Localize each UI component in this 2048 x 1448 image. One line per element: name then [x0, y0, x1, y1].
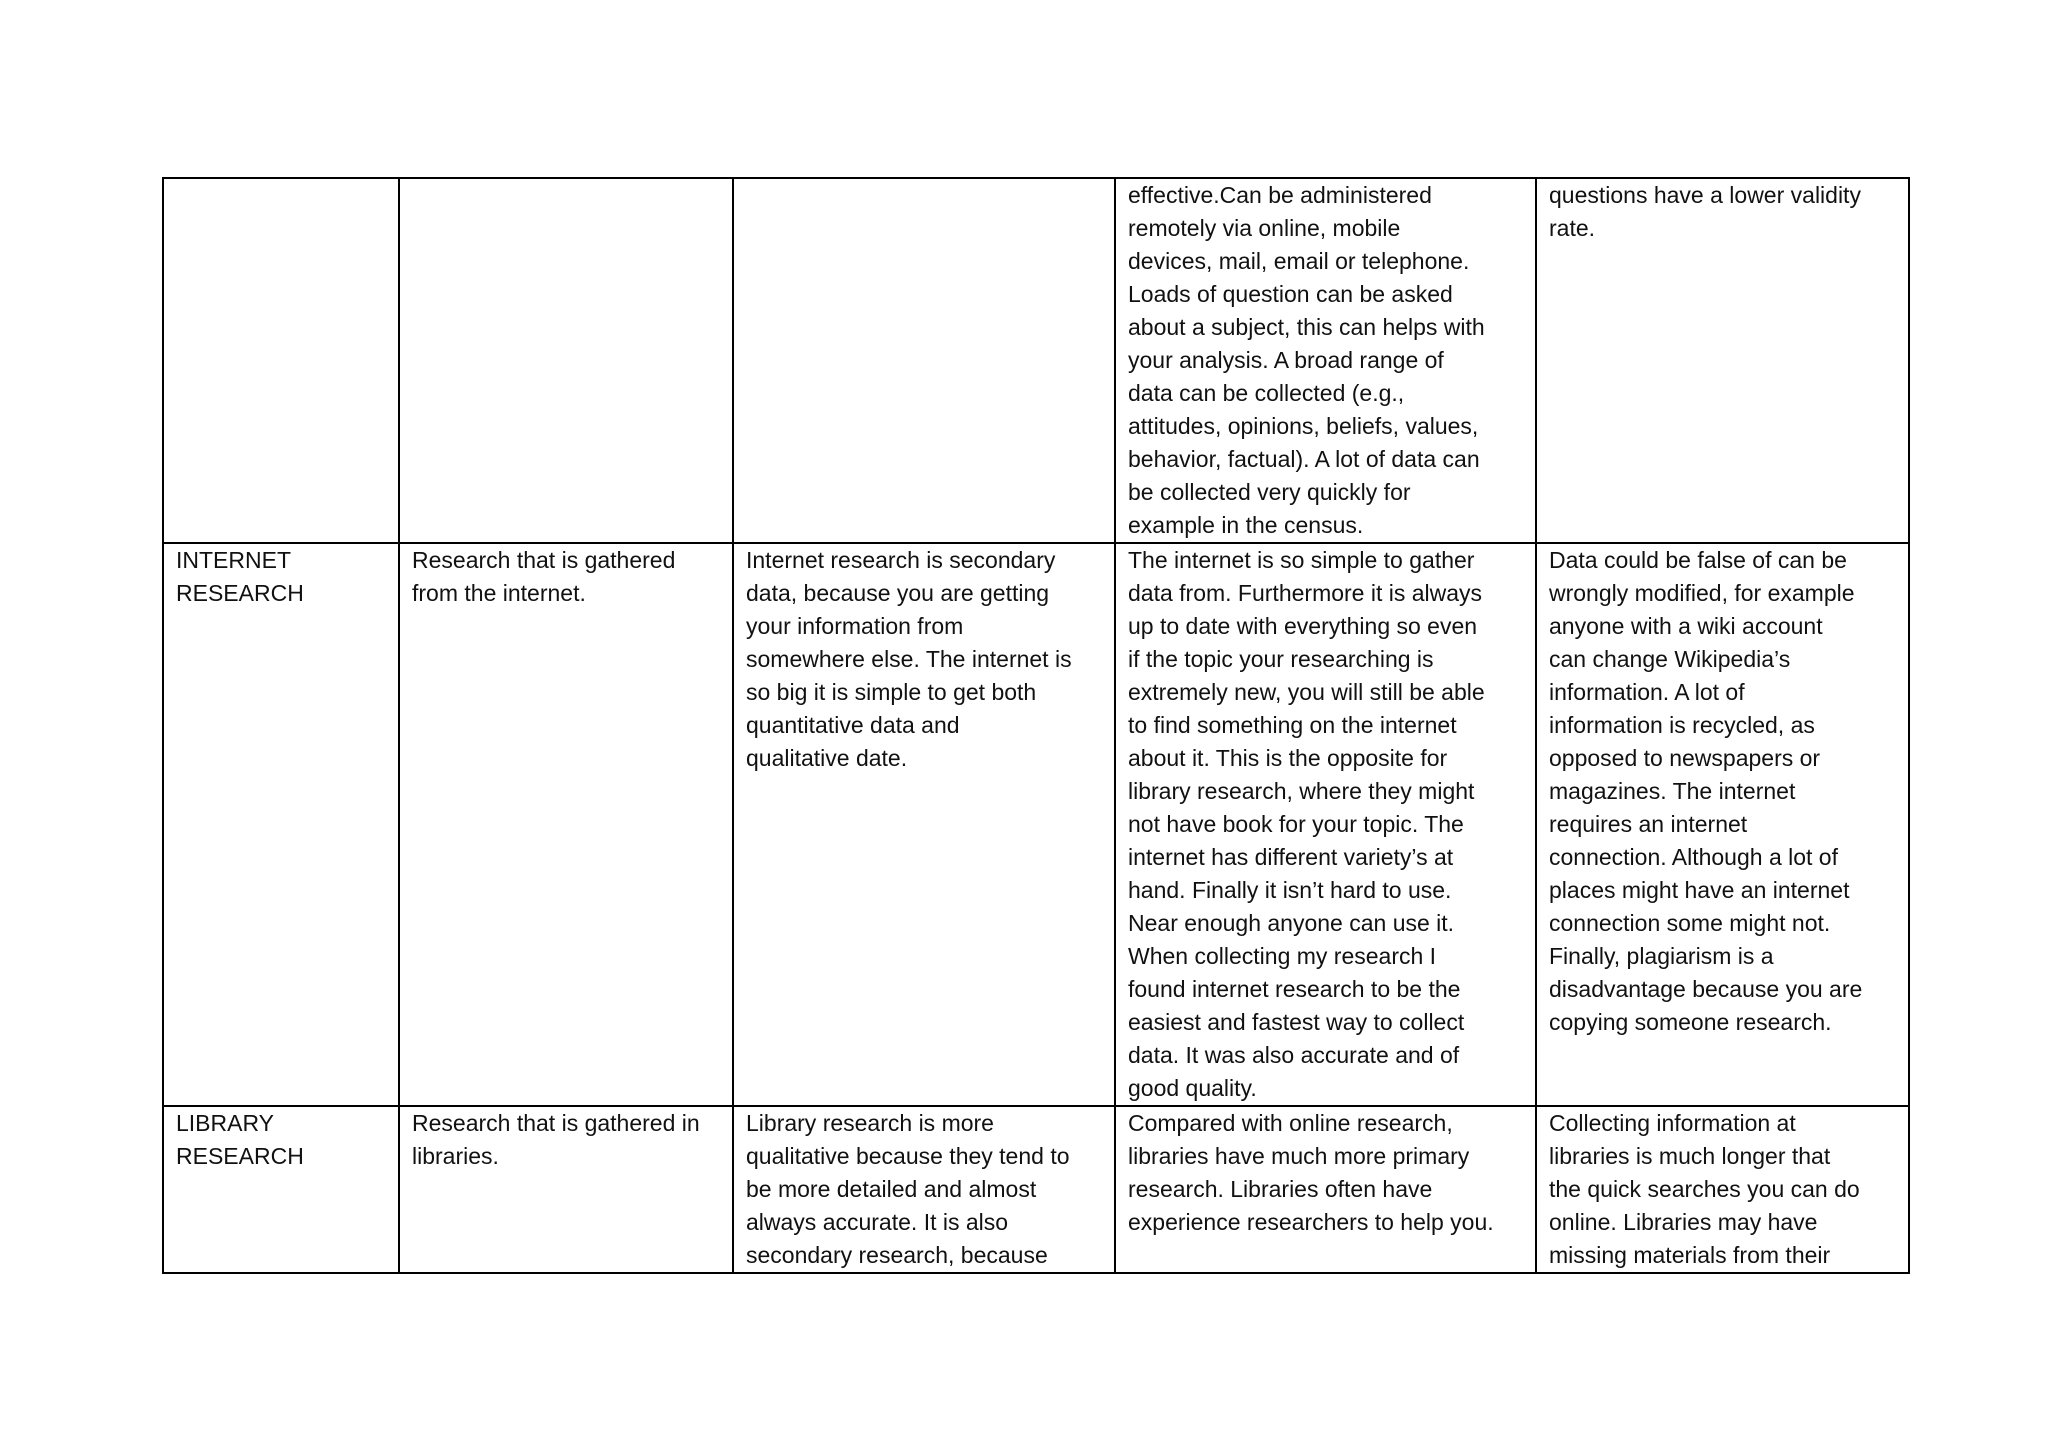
disadvantages-cell: Data could be false of can be wrongly modified, for example anyone with a wiki account can change Wikipedia’s information. A lot of information is recycled, as opposed to newspapers or magazines. The internet requires an internet connection. Although a lot of places might have an internet connection some might not. Finally, plagiarism is a disadvantage because you are copying someone research.: [1536, 543, 1909, 1106]
advantages-cell: The internet is so simple to gather data from. Furthermore it is always up to date with everything so even if the topic your researching is extremely new, you will still be able to find something on the internet about it. This is the opposite for library research, where they might not have book for your topic. The internet has different variety’s at hand. Finally it isn’t hard to use. Near enough anyone can use it. When collecting my research I found internet research to be the easiest and fastest way to collect data. It was also accurate and of good quality.: [1115, 543, 1536, 1106]
data-type-cell: [733, 178, 1115, 543]
advantages-cell: Compared with online research, libraries have much more primary research. Libraries often have experience researchers to help you.: [1115, 1106, 1536, 1273]
table-row: [163, 543, 1909, 1106]
method-cell: [163, 178, 399, 543]
definition-cell: Research that is gathered from the internet.: [399, 543, 733, 1106]
method-cell: LIBRARY RESEARCH: [163, 1106, 399, 1273]
table-row: [163, 1106, 1909, 1273]
disadvantages-cell: questions have a lower validity rate.: [1536, 178, 1909, 543]
definition-cell: Research that is gathered in libraries.: [399, 1106, 733, 1273]
disadvantages-cell: Collecting information at libraries is much longer that the quick searches you can do online. Libraries may have missing materials from their: [1536, 1106, 1909, 1273]
table-row: [163, 178, 1909, 543]
advantages-cell: effective.Can be administered remotely via online, mobile devices, mail, email or telephone. Loads of question can be asked about a subject, this can helps with your analysis. A broad range of data can be collected (e.g., attitudes, opinions, beliefs, values, behavior, factual). A lot of data can be collected very quickly for example in the census.: [1115, 178, 1536, 543]
definition-cell: [399, 178, 733, 543]
method-cell: INTERNET RESEARCH: [163, 543, 399, 1106]
research-methods-table: [162, 177, 1910, 1274]
data-type-cell: Library research is more qualitative because they tend to be more detailed and almost always accurate. It is also secondary research, because: [733, 1106, 1115, 1273]
data-type-cell: Internet research is secondary data, because you are getting your information from somewhere else. The internet is so big it is simple to get both quantitative data and qualitative date.: [733, 543, 1115, 1106]
